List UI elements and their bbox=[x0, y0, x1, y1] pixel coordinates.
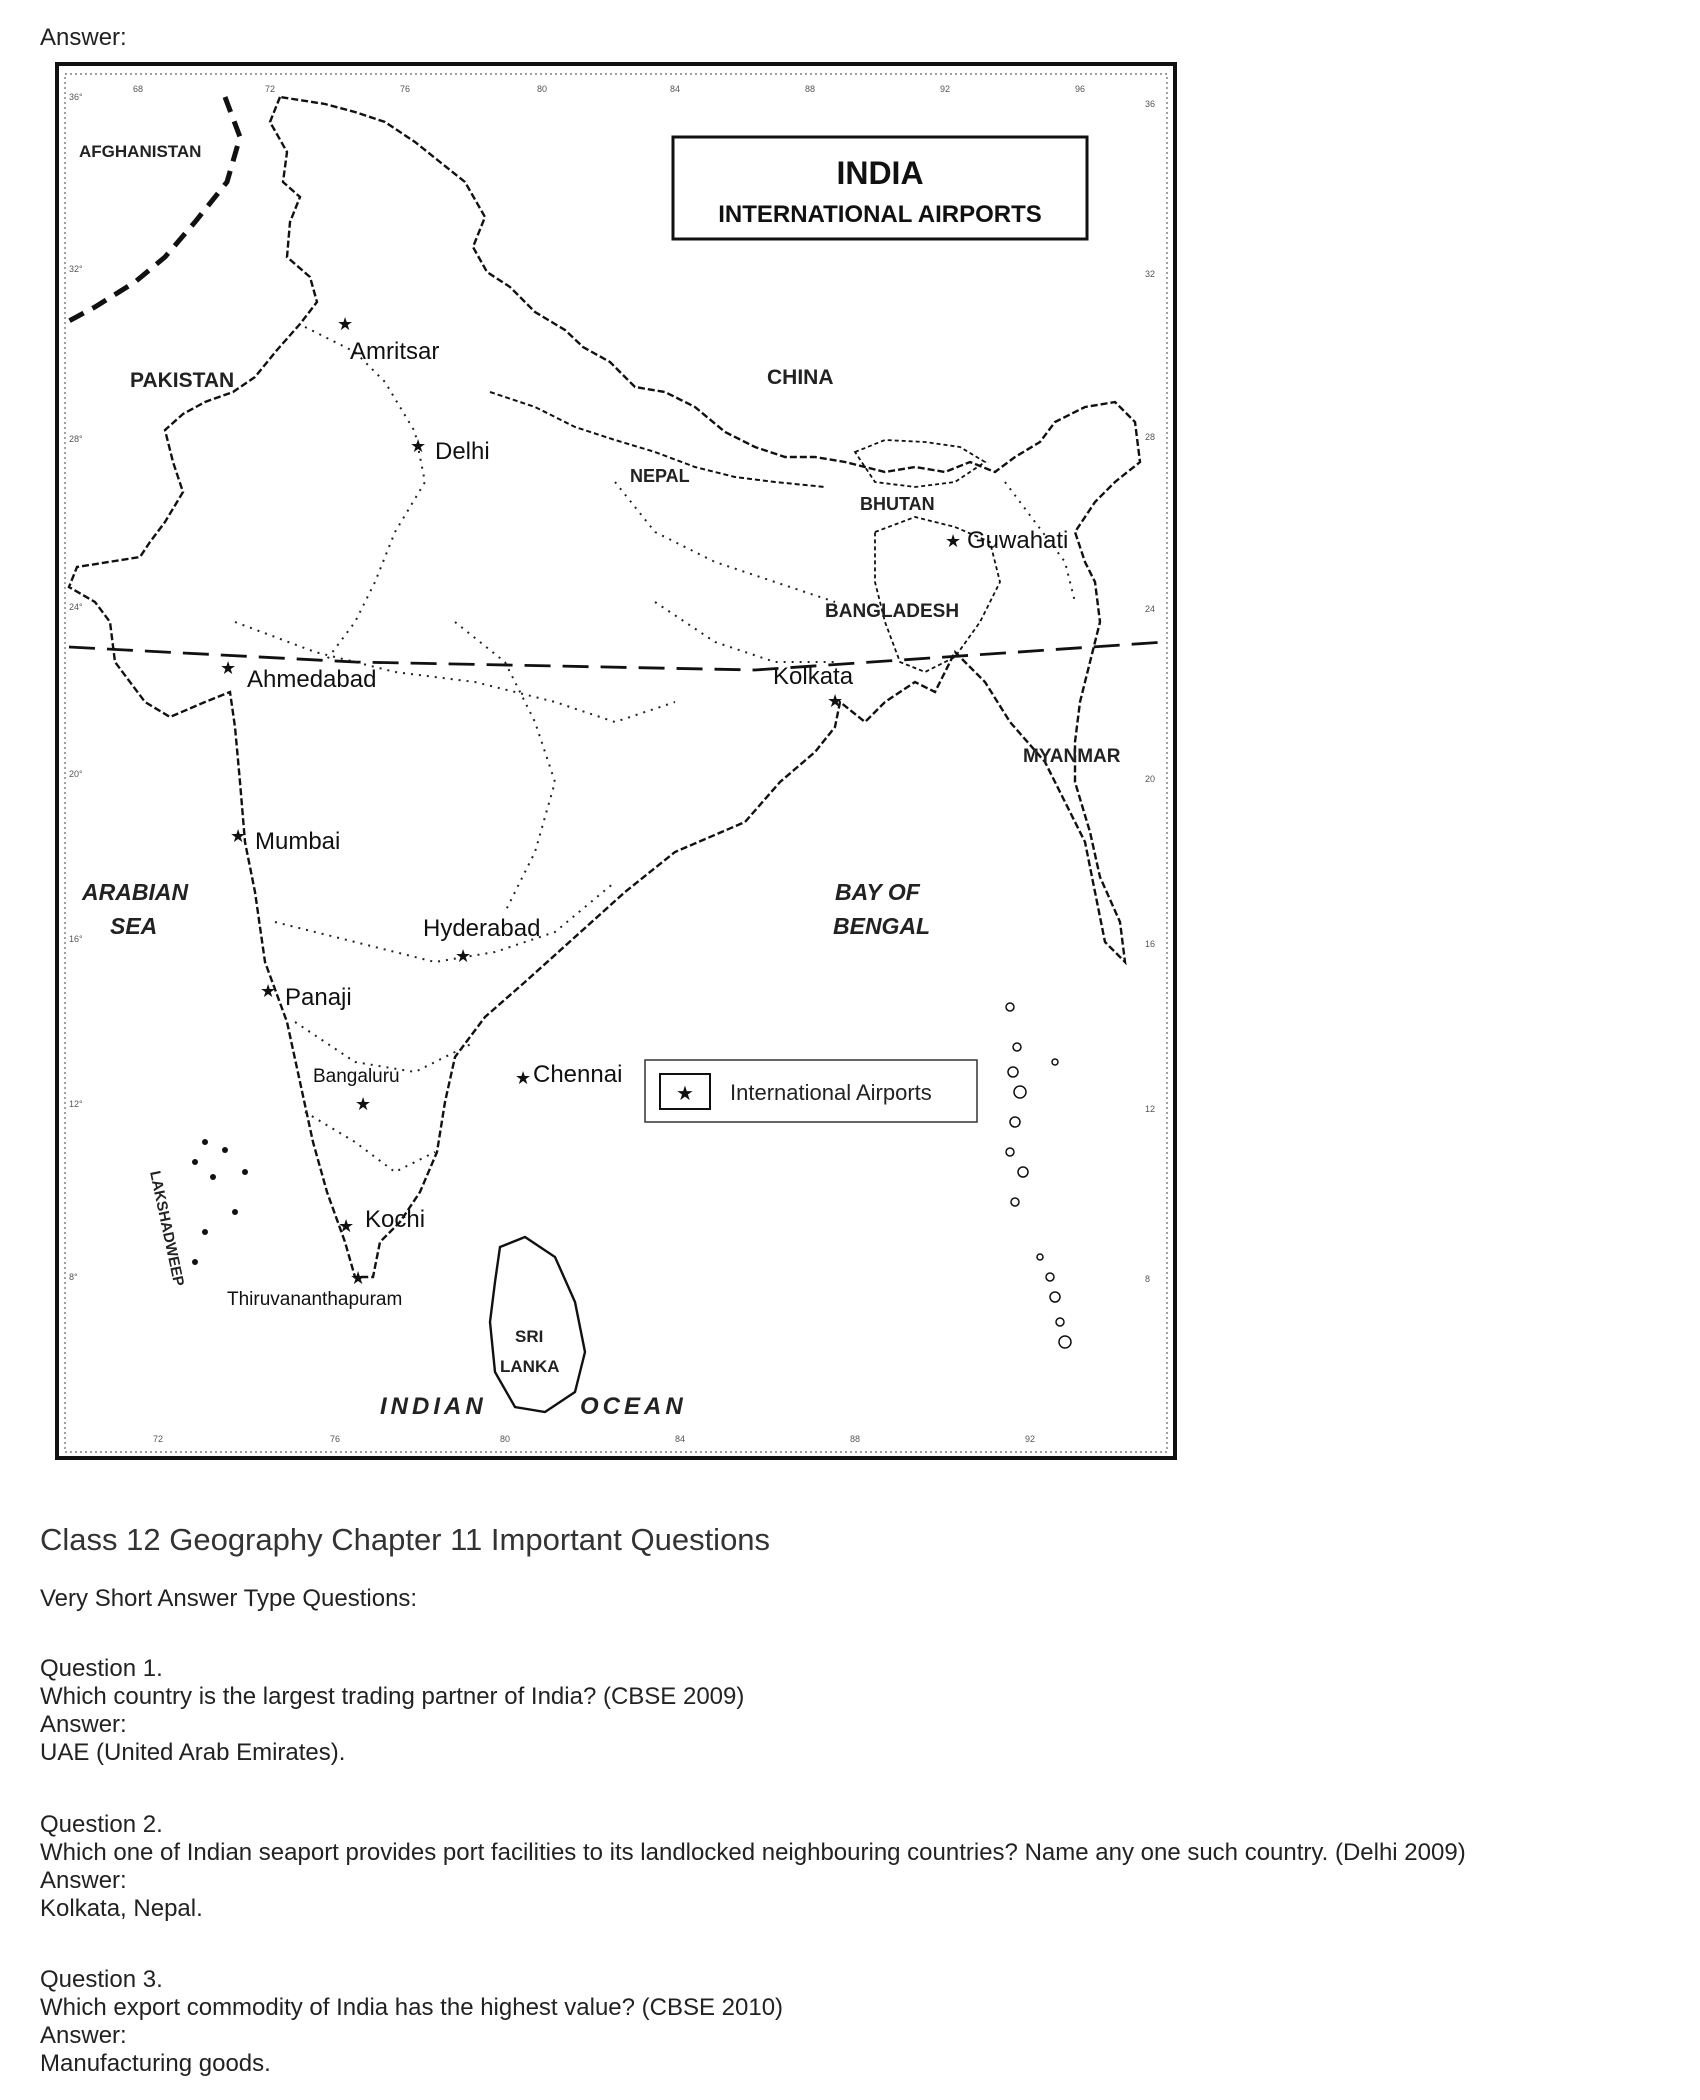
bottom-tick: 92 bbox=[1025, 1434, 1036, 1444]
top-tick: 76 bbox=[400, 84, 411, 94]
legend-star-icon: ★ bbox=[676, 1083, 694, 1105]
answer-text: UAE (United Arab Emirates). bbox=[40, 1739, 346, 1766]
left-tick: 28° bbox=[69, 434, 83, 444]
airport-star-icon: ★ bbox=[260, 981, 277, 1001]
country-label: NEPAL bbox=[630, 466, 690, 486]
top-tick: 88 bbox=[805, 84, 816, 94]
right-tick: 12 bbox=[1145, 1104, 1156, 1114]
airport-star-icon: ★ bbox=[455, 946, 472, 966]
answer-label: Answer: bbox=[40, 1711, 127, 1738]
arabian-sea-label: ARABIAN bbox=[82, 879, 189, 905]
arabian-sea-label: SEA bbox=[110, 913, 158, 939]
left-tick: 12° bbox=[69, 1099, 83, 1109]
question-text: Which one of Indian seaport provides port facilities to its landlocked neighbouring countries? Name any one such country. (Delhi 2009) bbox=[40, 1839, 1466, 1866]
airport-label: Thiruvananthapuram bbox=[227, 1289, 403, 1310]
sri-lanka-label: LANKA bbox=[500, 1357, 560, 1376]
airport-star-icon: ★ bbox=[515, 1068, 532, 1088]
map-frame bbox=[57, 64, 1175, 1458]
top-tick: 68 bbox=[133, 84, 144, 94]
bay-of-bengal-label: BAY OF bbox=[835, 879, 920, 905]
airport-star-icon: ★ bbox=[337, 314, 354, 334]
airport-label: Bangaluru bbox=[313, 1066, 400, 1087]
country-label: BHUTAN bbox=[860, 494, 935, 514]
intro-answer-label: Answer: bbox=[40, 24, 127, 51]
airport-label: Hyderabad bbox=[423, 915, 541, 942]
airport-star-icon: ★ bbox=[230, 826, 247, 846]
airport-label: Chennai bbox=[533, 1061, 623, 1088]
bottom-tick: 72 bbox=[153, 1434, 164, 1444]
country-label: PAKISTAN bbox=[130, 369, 235, 392]
india-airports-map bbox=[55, 62, 1177, 1460]
airport-label: Ahmedabad bbox=[247, 666, 377, 693]
left-tick: 32° bbox=[69, 264, 83, 274]
right-tick: 20 bbox=[1145, 774, 1156, 784]
bay-of-bengal-label: BENGAL bbox=[833, 913, 931, 939]
airport-label: Guwahati bbox=[967, 527, 1069, 554]
country-label: AFGHANISTAN bbox=[79, 142, 202, 161]
question-number: Question 3. bbox=[40, 1966, 163, 1993]
right-tick: 32 bbox=[1145, 269, 1156, 279]
right-tick: 24 bbox=[1145, 604, 1156, 614]
lakshadweep-label: LAKSHADWEEP bbox=[146, 1169, 188, 1288]
airport-label: Amritsar bbox=[350, 338, 440, 365]
top-tick: 96 bbox=[1075, 84, 1086, 94]
country-label: BANGLADESH bbox=[825, 601, 960, 622]
answer-label: Answer: bbox=[40, 2022, 127, 2049]
right-tick: 28 bbox=[1145, 432, 1156, 442]
airport-label: Delhi bbox=[435, 438, 490, 465]
bottom-tick: 88 bbox=[850, 1434, 861, 1444]
airport-star-icon: ★ bbox=[355, 1094, 372, 1114]
airport-star-icon: ★ bbox=[827, 691, 844, 711]
country-label: MYANMAR bbox=[1023, 746, 1121, 767]
answer-label: Answer: bbox=[40, 1867, 127, 1894]
airport-star-icon: ★ bbox=[410, 436, 427, 456]
indian-ocean-label: INDIAN bbox=[380, 1393, 487, 1420]
section-title: Class 12 Geography Chapter 11 Important Questions bbox=[40, 1522, 771, 1557]
right-tick: 16 bbox=[1145, 939, 1156, 949]
bottom-tick: 76 bbox=[330, 1434, 341, 1444]
top-tick: 80 bbox=[537, 84, 548, 94]
airport-label: Kolkata bbox=[773, 663, 854, 690]
airport-label: Kochi bbox=[365, 1206, 426, 1233]
subsection-title: Very Short Answer Type Questions: bbox=[40, 1585, 418, 1612]
top-tick: 72 bbox=[265, 84, 276, 94]
bottom-tick: 84 bbox=[675, 1434, 686, 1444]
left-tick: 8° bbox=[69, 1272, 78, 1282]
country-label: CHINA bbox=[767, 366, 834, 389]
left-tick: 20° bbox=[69, 769, 83, 779]
left-tick: 36° bbox=[69, 92, 83, 102]
indian-ocean-label: OCEAN bbox=[580, 1393, 687, 1420]
top-tick: 92 bbox=[940, 84, 951, 94]
map-subtitle: INTERNATIONAL AIRPORTS bbox=[718, 201, 1042, 228]
question-text: Which export commodity of India has the highest value? (CBSE 2010) bbox=[40, 1994, 784, 2021]
answer-text: Kolkata, Nepal. bbox=[40, 1895, 203, 1922]
airport-label: Mumbai bbox=[255, 828, 341, 855]
left-tick: 16° bbox=[69, 934, 83, 944]
right-tick: 36 bbox=[1145, 99, 1156, 109]
answer-text: Manufacturing goods. bbox=[40, 2050, 271, 2077]
airport-star-icon: ★ bbox=[945, 531, 962, 551]
question-number: Question 1. bbox=[40, 1655, 163, 1682]
right-tick: 8 bbox=[1145, 1274, 1151, 1284]
legend-label: International Airports bbox=[730, 1080, 932, 1105]
question-number: Question 2. bbox=[40, 1811, 163, 1838]
airport-star-icon: ★ bbox=[338, 1216, 355, 1236]
bottom-tick: 80 bbox=[500, 1434, 511, 1444]
question-text: Which country is the largest trading partner of India? (CBSE 2009) bbox=[40, 1683, 745, 1710]
airport-star-icon: ★ bbox=[220, 658, 237, 678]
map-title: INDIA bbox=[836, 155, 924, 191]
airport-label: Panaji bbox=[285, 984, 352, 1011]
airport-star-icon: ★ bbox=[350, 1268, 367, 1288]
left-tick: 24° bbox=[69, 602, 83, 612]
sri-lanka-label: SRI bbox=[515, 1327, 544, 1346]
top-tick: 84 bbox=[670, 84, 681, 94]
